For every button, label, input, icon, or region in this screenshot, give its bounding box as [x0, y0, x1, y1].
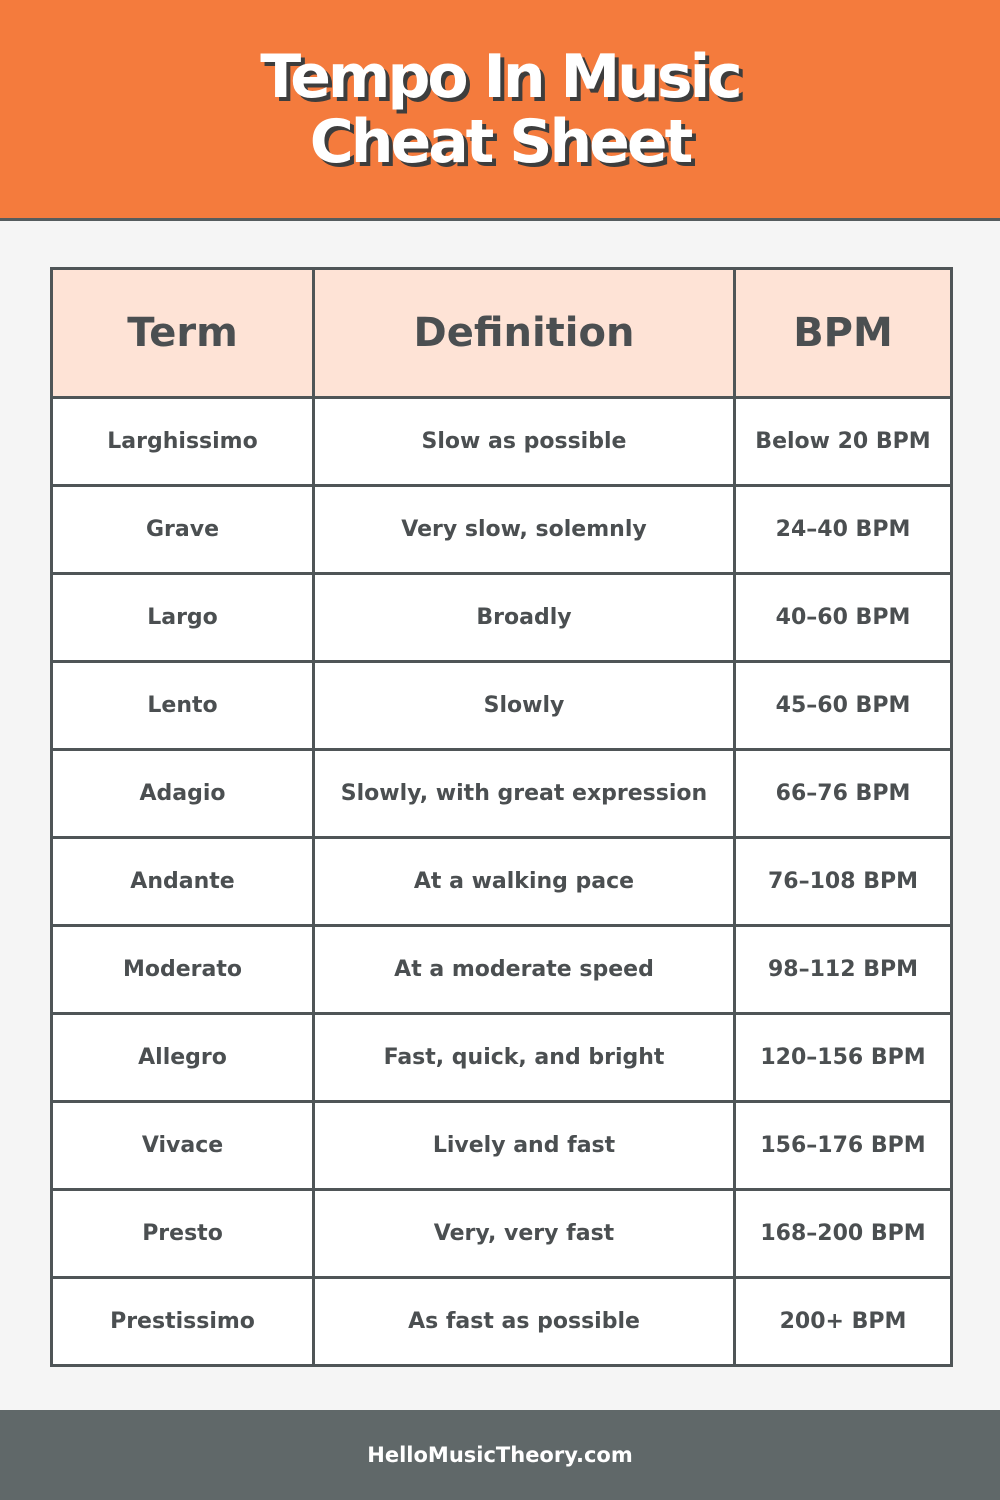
table-row: [52, 750, 952, 838]
table-row: [52, 1278, 952, 1366]
table-row: [52, 574, 952, 662]
definition-cell: Fast, quick, and bright: [314, 1014, 735, 1102]
column-header-definition: Definition: [314, 269, 735, 398]
table-row: [52, 398, 952, 486]
footer-bar: [0, 1410, 1000, 1500]
table-row: [52, 486, 952, 574]
definition-cell: Slow as possible: [314, 398, 735, 486]
definition-cell: As fast as possible: [314, 1278, 735, 1366]
definition-cell: At a walking pace: [314, 838, 735, 926]
bpm-cell: 66–76 BPM: [735, 750, 952, 838]
footer-site-link[interactable]: HelloMusicTheory.com: [367, 1443, 633, 1467]
table-row: [52, 1190, 952, 1278]
definition-cell: At a moderate speed: [314, 926, 735, 1014]
page-title-line-1: Tempo In Music: [260, 42, 740, 112]
term-cell: Allegro: [52, 1014, 314, 1102]
tempo-table: [50, 267, 953, 1367]
bpm-cell: 76–108 BPM: [735, 838, 952, 926]
bpm-cell: 98–112 BPM: [735, 926, 952, 1014]
term-cell: Prestissimo: [52, 1278, 314, 1366]
term-cell: Andante: [52, 838, 314, 926]
term-cell: Presto: [52, 1190, 314, 1278]
table-row: [52, 662, 952, 750]
term-cell: Vivace: [52, 1102, 314, 1190]
table-row: [52, 1014, 952, 1102]
bpm-cell: 40–60 BPM: [735, 574, 952, 662]
table-row: [52, 926, 952, 1014]
bpm-cell: 200+ BPM: [735, 1278, 952, 1366]
column-header-bpm: BPM: [735, 269, 952, 398]
term-cell: Grave: [52, 486, 314, 574]
bpm-cell: 24–40 BPM: [735, 486, 952, 574]
definition-cell: Slowly: [314, 662, 735, 750]
column-header-term: Term: [52, 269, 314, 398]
bpm-cell: 168–200 BPM: [735, 1190, 952, 1278]
term-cell: Lento: [52, 662, 314, 750]
definition-cell: Broadly: [314, 574, 735, 662]
table-header-row: [52, 269, 952, 398]
header-banner: [0, 0, 1000, 221]
term-cell: Moderato: [52, 926, 314, 1014]
bpm-cell: 45–60 BPM: [735, 662, 952, 750]
bpm-cell: 120–156 BPM: [735, 1014, 952, 1102]
definition-cell: Lively and fast: [314, 1102, 735, 1190]
definition-cell: Very, very fast: [314, 1190, 735, 1278]
term-cell: Largo: [52, 574, 314, 662]
term-cell: Adagio: [52, 750, 314, 838]
definition-cell: Very slow, solemnly: [314, 486, 735, 574]
definition-cell: Slowly, with great expression: [314, 750, 735, 838]
term-cell: Larghissimo: [52, 398, 314, 486]
table-row: [52, 838, 952, 926]
bpm-cell: 156–176 BPM: [735, 1102, 952, 1190]
table-row: [52, 1102, 952, 1190]
bpm-cell: Below 20 BPM: [735, 398, 952, 486]
page-title-line-2: Cheat Sheet: [309, 107, 691, 177]
